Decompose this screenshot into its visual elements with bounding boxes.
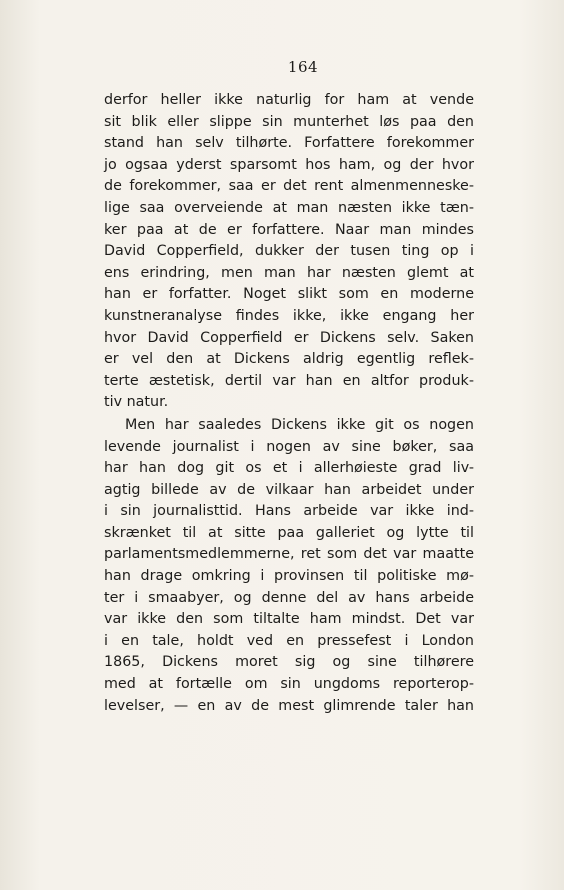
text-line: parlamentsmedlemmerne, ret som det var maatte: [104, 546, 474, 563]
text-line: ker paa at de er forfattere. Naar man mindes: [104, 221, 474, 238]
text-line: har han dog git os et i allerhøieste grad liv-: [104, 460, 474, 477]
paragraph-first-line: Men har saaledes Dickens ikke git os nogen: [125, 416, 474, 433]
text-line: i en tale, holdt ved en pressefest i London: [104, 632, 474, 649]
text-line: var ikke den som tiltalte ham mindst. Det var: [104, 611, 474, 628]
text-line: levende journalist i nogen av sine bøker, saa: [104, 438, 474, 455]
text-line: kunstneranalyse findes ikke, ikke engang her: [104, 307, 474, 324]
text-line: derfor heller ikke naturlig for ham at vende: [104, 92, 474, 108]
text-line: ter i smaabyer, og denne del av hans arbeide: [104, 589, 474, 606]
text-line: skrænket til at sitte paa galleriet og lytte til: [104, 524, 474, 541]
text-line: er vel den at Dickens aldrig egentlig reflek-: [104, 351, 474, 368]
text-line: ens erindring, men man har næsten glemt at: [104, 264, 474, 281]
text-line: agtig billede av de vilkaar han arbeidet under: [104, 481, 474, 498]
text-line: levelser, — en av de mest glimrende taler han: [104, 697, 474, 714]
text-line: jo ogsaa yderst sparsomt hos ham, og der hvor: [104, 156, 474, 173]
page-number: 164: [287, 58, 319, 76]
text-line: tiv natur.: [104, 394, 169, 411]
text-line: David Copperfield, dukker der tusen ting op i: [104, 243, 474, 260]
text-line: 1865, Dickens moret sig og sine tilhørere: [104, 654, 474, 671]
text-line: med at fortælle om sin ungdoms reporterop-: [104, 676, 474, 693]
text-line: sit blik eller slippe sin munterhet løs paa den: [104, 113, 474, 130]
text-line: han drage omkring i provinsen til politiske mø-: [104, 568, 474, 585]
text-line: hvor David Copperfield er Dickens selv. Saken: [104, 329, 474, 346]
body-text: [104, 90, 474, 717]
text-line: terte æstetisk, dertil var han en altfor produk-: [104, 372, 474, 389]
text-line: han er forfatter. Noget slikt som en moderne: [104, 286, 474, 303]
text-line: i sin journalisttid. Hans arbeide var ikke ind-: [104, 503, 474, 520]
text-line: stand han selv tilhørte. Forfattere forekommer: [104, 135, 474, 152]
text-line: de forekommer, saa er det rent almenmenneske-: [104, 178, 474, 195]
text-line: lige saa overveiende at man næsten ikke tæn-: [104, 199, 474, 216]
